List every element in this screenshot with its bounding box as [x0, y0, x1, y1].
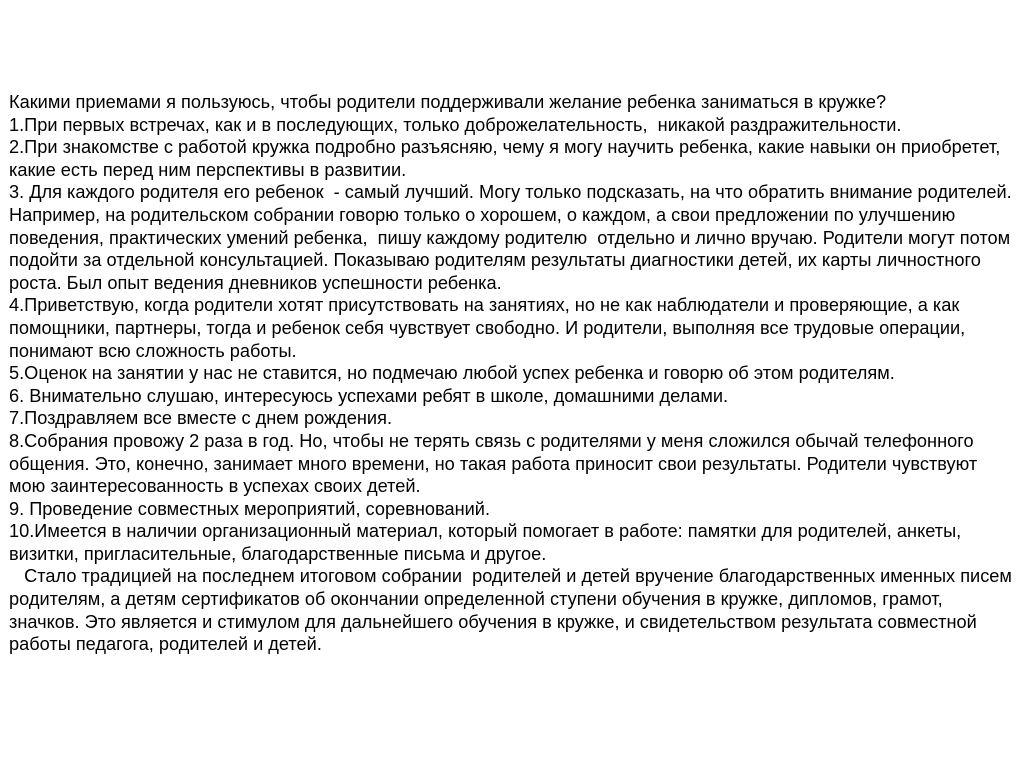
list-item: 2.При знакомстве с работой кружка подробно разъясняю, чему я могу научить ребенка, какие навыки он приобретет, какие есть перед ним перспективы в развитии.: [9, 137, 1006, 180]
list-item: 4.Приветствую, когда родители хотят присутствовать на занятиях, но не как наблюдатели и проверяющие, а как помощники, партнеры, тогда и ребенок себя чувствует свободно. И родители, выполняя все трудовые операции, понимают всю сложность работы.: [9, 295, 971, 361]
list-item: 3. Для каждого родителя его ребенок - самый лучший. Могу только подсказать, на что обратить внимание родителей. Например, на родительском собрании говорю только о хорошем, о каждом, а свои предложении по улучшению поведения, практических умений ребенка, пишу каждому родителю отдельно и лично вручаю. Родители могут потом подойти за отдельной консультацией. Показываю родителям результаты диагностики детей, их карты личностного роста. Был опыт ведения дневников успешности ребенка.: [9, 182, 1017, 293]
list-item: 5.Оценок на занятии у нас не ставится, но подмечаю любой успех ребенка и говорю об этом родителям.: [9, 363, 895, 384]
list-item: 9. Проведение совместных мероприятий, соревнований.: [9, 498, 491, 519]
list-item: 10.Имеется в наличии организационный материал, который помогает в работе: памятки для родителей, анкеты, визитки, пригласительные, благодарственные письма и другое.: [9, 521, 967, 564]
question-heading: Какими приемами я пользуюсь, чтобы родители поддерживали желание ребенка заниматься в кружке?: [9, 92, 887, 112]
list-item: 6. Внимательно слушаю, интересуюсь успехами ребят в школе, домашними делами.: [9, 385, 729, 406]
list-item: 8.Собрания провожу 2 раза в год. Но, чтобы не терять связь с родителями у меня сложился обычай телефонного общения. Это, конечно, занимает много времени, но такая работа приносит свои результаты. Родители чувствуют мою заинтересованность в успехах своих детей.: [9, 430, 983, 497]
slide-text-body: [9, 91, 1015, 656]
list-item: 1.При первых встречах, как и в последующих, только доброжелательность, никакой раздражительности.: [9, 114, 902, 135]
list-item: 7.Поздравляем все вместе с днем рождения.: [9, 408, 392, 429]
conclusion-paragraph: Стало традицией на последнем итоговом собрании родителей и детей вручение благодарственных именных писем родителям, а детям сертификатов об окончании определенной ступени обучения в кружке, дипломов, грамот, значков. Это является и стимулом для дальнейшего обучения в кружке, и свидетельством результата совместной работы педагога, родителей и детей.: [9, 566, 1017, 655]
